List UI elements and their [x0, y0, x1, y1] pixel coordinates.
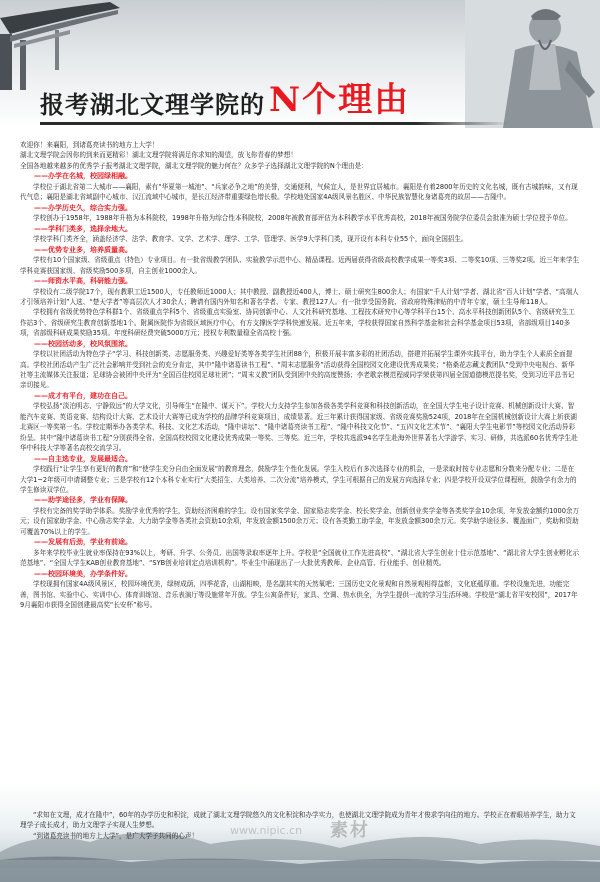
title-underline [40, 122, 510, 125]
section-heading: ——学科门类多，选择余地大。 [34, 224, 132, 233]
section-heading: ——校园活动多，校风氛围浓。 [34, 339, 132, 348]
section-paragraph: 学校以社团活动为特色学子“学习、科技创新类、志愿服务类、兴趣爱好类等各类学生社团88个，积极开展丰富多彩的社团活动，搭建并拓展学生课外实践平台，助力学生个人素质全面提高。学校社团活动产生广泛社会影响并受到社会的充分肯定，其中“隆中诸葛读书工程”、“周末志愿服务”活动获得全国校园文化建设优秀成果奖；“格桑花志藏支教团队”受到中央电视台、新华社等主流媒体关注报道；足球协会被团中央评为“全国百佳校园足球社团”；“周末义教”团队受到团中央的高度赞扬；李老歌亲模范程威同学荣获第四届全国道德模范提名奖，受到习近平总书记亲切接见。 [20, 350, 575, 390]
article-body [20, 140, 580, 830]
section-paragraph: 学校践行“让学生享有更好的教育”和“使学生充分自由全面发展”的教育理念，鼓励学生个性化发展。学生入校后有多次选择专业的机会，一是录取时按专业志愿和分数来分配专业；二是在大学1~2年级可申请调整专业；三是学校有12个本科专业实行“大类招生、大类培养、二次分流”培养模式，学生可根据自己的发展方向选择专业；四是学校开设双学位课程班，鼓励学有余力的学生修读双学位。 [20, 465, 577, 494]
section-paragraph: 学校拥有省级优势特色学科群1个、省级重点学科5个、省级重点实验室、协同创新中心、人文社科研究基地、工程技术研究中心等学科平台15个、高水平科技创新团队5个、省级研究生工作站3个、省级研究生教育创新基地1个。附属医院作为省级区域医疗中心，有方支撑医学学科快速发展。近五年来，学校获得国家自然科学基金和社会科学基金项目53项，省部级项目140多项，省部级科研成果奖励35项。年度科研经费突破5000万元；授权专利数量稳全省高校十强。 [20, 308, 575, 338]
intro-line: 湖北文理学院会因你的到来而更精彩！湖北文理学院将满足你求知的渴望，放飞你青春的梦想！ [20, 151, 297, 160]
footer-paragraph: “到诸葛亮读书的地方上大学”，是广大学子共同的心声！ [33, 831, 199, 840]
footer-lake-banner [0, 782, 600, 882]
section-heading: ——自主选专业，发展最适合。 [34, 454, 132, 463]
title-accent-text: N个理由 [269, 80, 411, 120]
section-paragraph: 学校有10个国家级、省级重点（特色）专业项目。有一批省级教学团队、实验教学示范中心、精品课程。近两届获得省级高校教学成果一等奖3项、二等奖10项、三等奖2项。近三年来学生学科竞赛获国家级、省级奖励500多项，自主创业1000余人。 [20, 256, 580, 275]
intro-line: 全国各地越来越多的优秀学子报考湖北文理学院，湖北文理学院的魅力何在？众多学子选择湖北文理学院的N个理由是： [20, 161, 368, 170]
section-heading: ——助学途径多，学业有保障。 [34, 496, 132, 505]
section-heading: ——师资水平高，科研能力强。 [34, 277, 132, 286]
intro-line: 欢迎你！来襄阳，到诸葛亮读书的地方上大学！ [20, 141, 159, 149]
section-paragraph: 学校现拥有国家4A级风景区，校园环境优美，绿树成荫，四季花香，山湖相映，是名副其实的天然氧吧；三国历史文化景观和自然景观相得益彰，文化底蕴厚重。学校设施先进，功能完善，图书馆、实验中心、实训中心、体育训练馆、音乐表演厅等设施常年开放。学生公寓条件好，家具、空调、热水供全，为学生提供一流的学习生活环境。学校是“湖北省平安校园”，2017年9月襄阳市获得全国创建最高奖“长安杯”称号。 [20, 580, 578, 609]
section-heading: ——发展有后劲，学业有前途。 [34, 538, 132, 547]
section-paragraph: 多年来学校毕业生就业率保持在93%以上，考研、升学、公务员、出国等录取率逐年上升。学校是“全国就业工作先进高校”、“湖北省大学生创业十佳示范基地”、“湖北省大学生创业孵化示范基地”、“全国大学生KAB创业教育基地”、“SYB创业培训定点培训机构”。毕业生中涌现出了一大批优秀教师、企业高管、行业能手、创业精英。 [20, 548, 580, 568]
section-heading: ——办学在名城，校园绿相融。 [34, 172, 132, 181]
watermark-url: www.nipic.cn [230, 824, 303, 837]
header-banner [0, 0, 600, 128]
page-title [40, 72, 560, 120]
section-paragraph: 学校学科门类齐全，涵盖经济学、法学、教育学、文学、艺术学、理学、工学、管理学、医学9大学科门类，现开设有本科专业55个，面向全国招生。 [33, 235, 468, 244]
section-heading: ——办学历史久，综合实力强。 [34, 203, 132, 212]
section-paragraph: 学校位于湖北省第二大城市——襄阳，素有“华夏第一城池”、“兵家必争之地”的美誉，交通便利，气候宜人，是世界宜居城市。襄阳是有着2800年历史的文化名城，既有古城韵味，又有现代气息；襄阳是湖北省域副中心城市、汉江流域中心城市，是长江经济带重要绿色增长极。学校地处国家4A级风景名胜区、中华民族智慧化身诸葛亮的故居——古隆中。 [20, 182, 578, 202]
section-paragraph: 学校有完备的奖学助学体系。奖励学业优秀的学生，资助经济困难的学生。设有国家奖学金、国家励志奖学金、校长奖学金、创新创业奖学金等各类奖学金10余项，年发放金额约1000余万元；设有国家助学金、中心励志奖学金、大力助学金等各类社会资助10余项，年发放金额1500余万元；设有各类勤工助学金，年发放金额300余万元。奖学助学途径多、覆盖面广，奖助和资助可覆盖70%以上的学生。 [20, 506, 580, 536]
footer-paragraph: “求知在文理，成才在隆中”，60年的办学历史和积淀，成就了湖北文理学院悠久的文化积淀和办学实力，也使湖北文理学院成为青年才俊求学向往的地方。学校正在着眼培养学生，助力文理学子成长成才，助力文理学子实现人生梦想。 [20, 811, 576, 830]
section-paragraph: 学校弘扬“淡泊明志、宁静致远”的大学文化，引导师生“在隆中、谋天下”。学校大力支持学生参加各级各类学科竞赛和科技创新活动，在全国大学生电子设计竞赛、机械创新设计大赛、智能汽车竞赛、英语竞赛、结构设计大赛、艺术设计大赛等已成为学校的品牌学科竞赛项目，成绩显著。近三年累计获得国家级、省级竞赛奖励524项，2018年在全国机械创新设计大赛上斩获湖北赛区一等奖第一名。学校定期举办各类学术、科技、文化艺术活动，“隆中讲坛”、“隆中诸葛亮读书工程”、“隆中科技文化节”、“五四文化艺术节”、“襄阳大学生电影节”等校园文化活动异彩纷呈。其中“隆中诸葛读书工程”分别获得全省、全国高校校园文化建设优秀成果一等奖、三等奖。近三年，学校共选派94名学生赴海外世界著名大学游学、实习、研修，共选派60名优秀学生赴华中科技大学等著名高校交流学习。 [20, 402, 578, 453]
title-main-text: 报考湖北文理学院的 [40, 90, 265, 119]
section-heading: ——校园环境美，办学条件好。 [34, 569, 132, 578]
section-paragraph: 学校设有二级学院17个，现有教职工近1500人，专任教师近1000人；其中教授、副教授近400人，博士、硕士研究生800余人；有国家“千人计划”学者、湖北省“百人计划”学者、“高端人才引领培养计划”人选、“楚天学者”等高层次人才30余人；聘请有国内外知名和著名学者、专家、教授127人。有一批享受国务院、省政府特殊津贴的中青年专家，硕士生导师118人。 [20, 287, 579, 307]
section-paragraph: 学校创办于1958年，1988年升格为本科院校，1998年升格为综合性本科院校，2008年被教育部评估为本科教学水平优秀高校，2018年被国务院学位委员会批准为硕士学位授予单位。 [33, 214, 572, 223]
watermark-logo: 素材 [330, 820, 370, 841]
section-heading: ——成才有平台，建功在自己。 [34, 391, 132, 400]
section-heading: ——优势专业多，培养质量高。 [34, 245, 132, 254]
